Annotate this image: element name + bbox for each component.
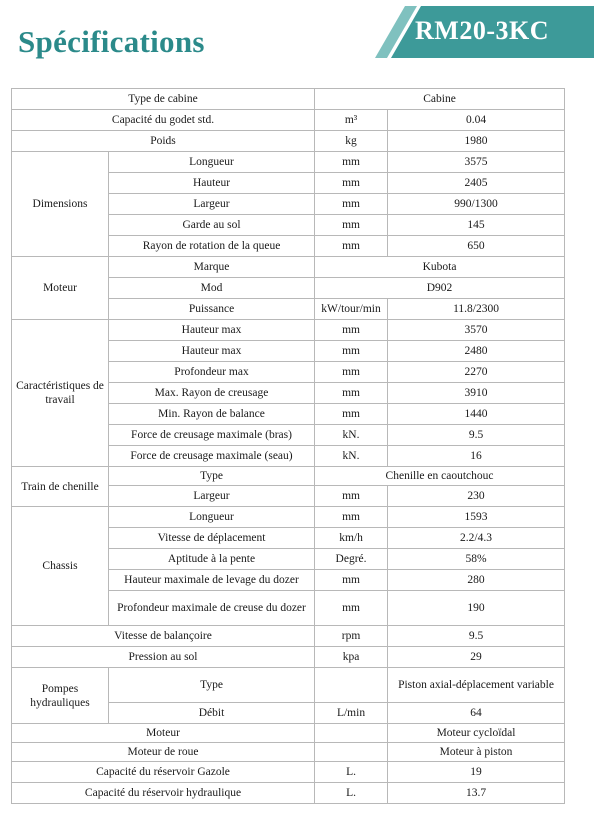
spec-unit: L. — [315, 762, 388, 783]
spec-label: Hauteur — [109, 173, 315, 194]
spec-unit: mm — [315, 507, 388, 528]
page-title: Spécifications — [18, 24, 205, 59]
group-label: Train de chenille — [12, 467, 109, 507]
spec-value: Cabine — [315, 89, 565, 110]
spec-value: 1980 — [388, 131, 565, 152]
table-row — [12, 110, 565, 131]
spec-value: 190 — [388, 591, 565, 626]
spec-unit: mm — [315, 152, 388, 173]
spec-label: Capacité du réservoir Gazole — [12, 762, 315, 783]
spec-unit: mm — [315, 236, 388, 257]
spec-label: Hauteur maximale de levage du dozer — [109, 570, 315, 591]
table-row — [12, 152, 565, 173]
spec-unit: mm — [315, 194, 388, 215]
spec-unit: mm — [315, 383, 388, 404]
spec-value: 16 — [388, 446, 565, 467]
spec-value: 58% — [388, 549, 565, 570]
spec-value: 1593 — [388, 507, 565, 528]
group-label: Chassis — [12, 507, 109, 626]
spec-unit: mm — [315, 215, 388, 236]
spec-value: 145 — [388, 215, 565, 236]
spec-value: 29 — [388, 647, 565, 668]
spec-unit: mm — [315, 591, 388, 626]
group-label: Caractéristiques de travail — [12, 320, 109, 467]
spec-label: Longueur — [109, 507, 315, 528]
spec-label: Capacité du réservoir hydraulique — [12, 783, 315, 804]
spec-value: 1440 — [388, 404, 565, 425]
spec-unit: mm — [315, 486, 388, 507]
spec-value: 990/1300 — [388, 194, 565, 215]
spec-unit: m³ — [315, 110, 388, 131]
table-row — [12, 131, 565, 152]
spec-unit: kW/tour/min — [315, 299, 388, 320]
spec-label: Type de cabine — [12, 89, 315, 110]
spec-label: Max. Rayon de creusage — [109, 383, 315, 404]
spec-value: 64 — [388, 703, 565, 724]
spec-value: 0.04 — [388, 110, 565, 131]
spec-label: Moteur — [12, 724, 315, 743]
model-banner — [375, 6, 594, 58]
spec-label: Marque — [109, 257, 315, 278]
table-row — [12, 320, 565, 341]
spec-value: 2405 — [388, 173, 565, 194]
spec-value: Moteur à piston — [388, 743, 565, 762]
spec-unit: L. — [315, 783, 388, 804]
spec-value: Kubota — [315, 257, 565, 278]
spec-label: Hauteur max — [109, 341, 315, 362]
spec-label: Force de creusage maximale (seau) — [109, 446, 315, 467]
model-name: RM20-3KC — [415, 16, 549, 45]
spec-value: 650 — [388, 236, 565, 257]
spec-label: Type — [109, 668, 315, 703]
table-row — [12, 507, 565, 528]
table-row — [12, 647, 565, 668]
spec-unit: Degré. — [315, 549, 388, 570]
spec-label: Profondeur maximale de creuse du dozer — [109, 591, 315, 626]
spec-label: Garde au sol — [109, 215, 315, 236]
spec-label: Capacité du godet std. — [12, 110, 315, 131]
spec-value: Moteur cycloïdal — [388, 724, 565, 743]
spec-label: Poids — [12, 131, 315, 152]
group-label: Pompes hydrauliques — [12, 668, 109, 724]
spec-value: 19 — [388, 762, 565, 783]
spec-label: Type — [109, 467, 315, 486]
table-row — [12, 626, 565, 647]
spec-label: Pression au sol — [12, 647, 315, 668]
group-label: Dimensions — [12, 152, 109, 257]
spec-value: Chenille en caoutchouc — [315, 467, 565, 486]
table-row — [12, 762, 565, 783]
table-row — [12, 743, 565, 762]
spec-unit: L/min — [315, 703, 388, 724]
spec-value: 2270 — [388, 362, 565, 383]
spec-value: 9.5 — [388, 626, 565, 647]
table-row — [12, 257, 565, 278]
spec-value: 9.5 — [388, 425, 565, 446]
spec-unit: mm — [315, 320, 388, 341]
spec-unit — [315, 724, 388, 743]
spec-unit: rpm — [315, 626, 388, 647]
spec-value: 3910 — [388, 383, 565, 404]
spec-value: D902 — [315, 278, 565, 299]
spec-label: Rayon de rotation de la queue — [109, 236, 315, 257]
spec-label: Force de creusage maximale (bras) — [109, 425, 315, 446]
spec-value: Piston axial-déplacement variable — [388, 668, 565, 703]
spec-value: 3570 — [388, 320, 565, 341]
spec-label: Aptitude à la pente — [109, 549, 315, 570]
spec-unit: kN. — [315, 446, 388, 467]
table-row — [12, 724, 565, 743]
spec-label: Débit — [109, 703, 315, 724]
spec-label: Largeur — [109, 486, 315, 507]
table-row — [12, 89, 565, 110]
spec-label: Puissance — [109, 299, 315, 320]
spec-unit: mm — [315, 404, 388, 425]
spec-value: 13.7 — [388, 783, 565, 804]
spec-label: Moteur de roue — [12, 743, 315, 762]
table-row — [12, 783, 565, 804]
spec-value: 280 — [388, 570, 565, 591]
spec-value: 3575 — [388, 152, 565, 173]
spec-label: Vitesse de balançoire — [12, 626, 315, 647]
spec-label: Longueur — [109, 152, 315, 173]
table-row — [12, 668, 565, 703]
spec-label: Min. Rayon de balance — [109, 404, 315, 425]
spec-label: Profondeur max — [109, 362, 315, 383]
spec-unit — [315, 668, 388, 703]
spec-label: Hauteur max — [109, 320, 315, 341]
spec-unit: km/h — [315, 528, 388, 549]
spec-value: 2480 — [388, 341, 565, 362]
spec-label: Mod — [109, 278, 315, 299]
spec-unit: mm — [315, 362, 388, 383]
group-label: Moteur — [12, 257, 109, 320]
spec-label: Largeur — [109, 194, 315, 215]
spec-unit: mm — [315, 341, 388, 362]
spec-unit: mm — [315, 570, 388, 591]
spec-table — [11, 88, 565, 804]
spec-unit — [315, 743, 388, 762]
spec-unit: mm — [315, 173, 388, 194]
spec-unit: kg — [315, 131, 388, 152]
spec-label: Vitesse de déplacement — [109, 528, 315, 549]
spec-unit: kN. — [315, 425, 388, 446]
spec-value: 2.2/4.3 — [388, 528, 565, 549]
spec-value: 11.8/2300 — [388, 299, 565, 320]
table-row — [12, 467, 565, 486]
spec-unit: kpa — [315, 647, 388, 668]
spec-value: 230 — [388, 486, 565, 507]
